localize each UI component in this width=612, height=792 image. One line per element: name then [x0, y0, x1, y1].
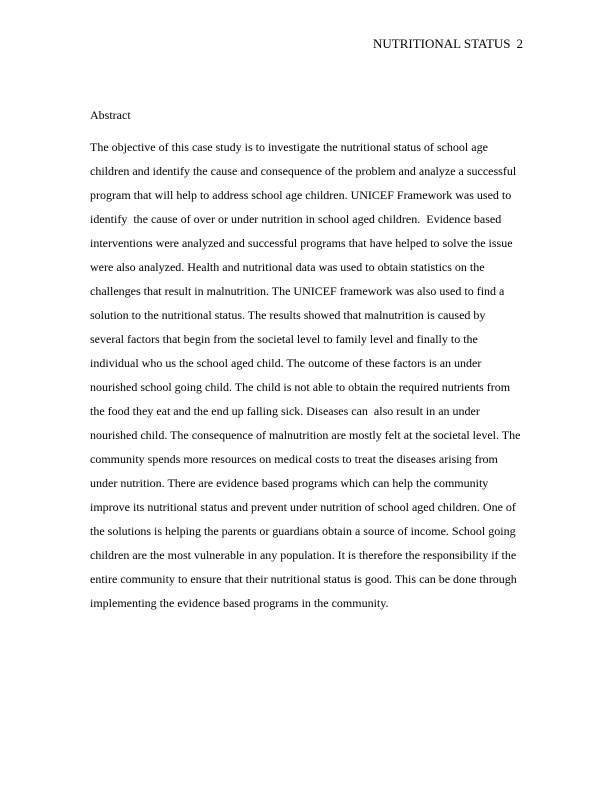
body-line: the food they eat and the end up falling sick. Diseases can also result in an under — [90, 404, 480, 418]
body-line: interventions were analyzed and successful programs that have helped to solve the issue — [90, 236, 513, 250]
body-line: several factors that begin from the societal level to family level and finally to the — [90, 332, 478, 346]
body-line: challenges that result in malnutrition. The UNICEF framework was also used to find a — [90, 284, 505, 298]
body-line: program that will help to address school age children. UNICEF Framework was used to — [90, 188, 512, 202]
body-line: solution to the nutritional status. The results showed that malnutrition is caused by — [90, 308, 486, 322]
body-line: identify the cause of over or under nutrition in school aged children. Evidence based — [90, 212, 502, 226]
body-line: nourished school going child. The child is not able to obtain the required nutrients from — [90, 380, 511, 394]
abstract-body — [90, 138, 530, 618]
body-line: children and identify the cause and consequence of the problem and analyze a successful — [90, 164, 517, 178]
body-line: community spends more resources on medical costs to treat the diseases arising from — [90, 452, 498, 466]
body-line: implementing the evidence based programs in the community. — [90, 596, 389, 610]
body-line: individual who us the school aged child. The outcome of these factors is an under — [90, 356, 482, 370]
body-line: The objective of this case study is to investigate the nutritional status of school age — [90, 140, 488, 154]
body-line: the solutions is helping the parents or guardians obtain a source of income. School going — [90, 524, 516, 538]
running-head — [373, 35, 523, 53]
running-head-title: NUTRITIONAL STATUS — [373, 36, 511, 51]
body-line: improve its nutritional status and prevent under nutrition of school aged children. One of — [90, 500, 516, 514]
body-line: entire community to ensure that their nutritional status is good. This can be done through — [90, 572, 517, 586]
body-line: children are the most vulnerable in any population. It is therefore the responsibility if the — [90, 548, 517, 562]
page-number: 2 — [516, 36, 523, 51]
body-line: under nutrition. There are evidence based programs which can help the community — [90, 476, 489, 490]
body-line: nourished child. The consequence of malnutrition are mostly felt at the societal level. The — [90, 428, 521, 442]
body-line: were also analyzed. Health and nutritional data was used to obtain statistics on the — [90, 260, 485, 274]
section-heading: Abstract — [90, 108, 131, 122]
